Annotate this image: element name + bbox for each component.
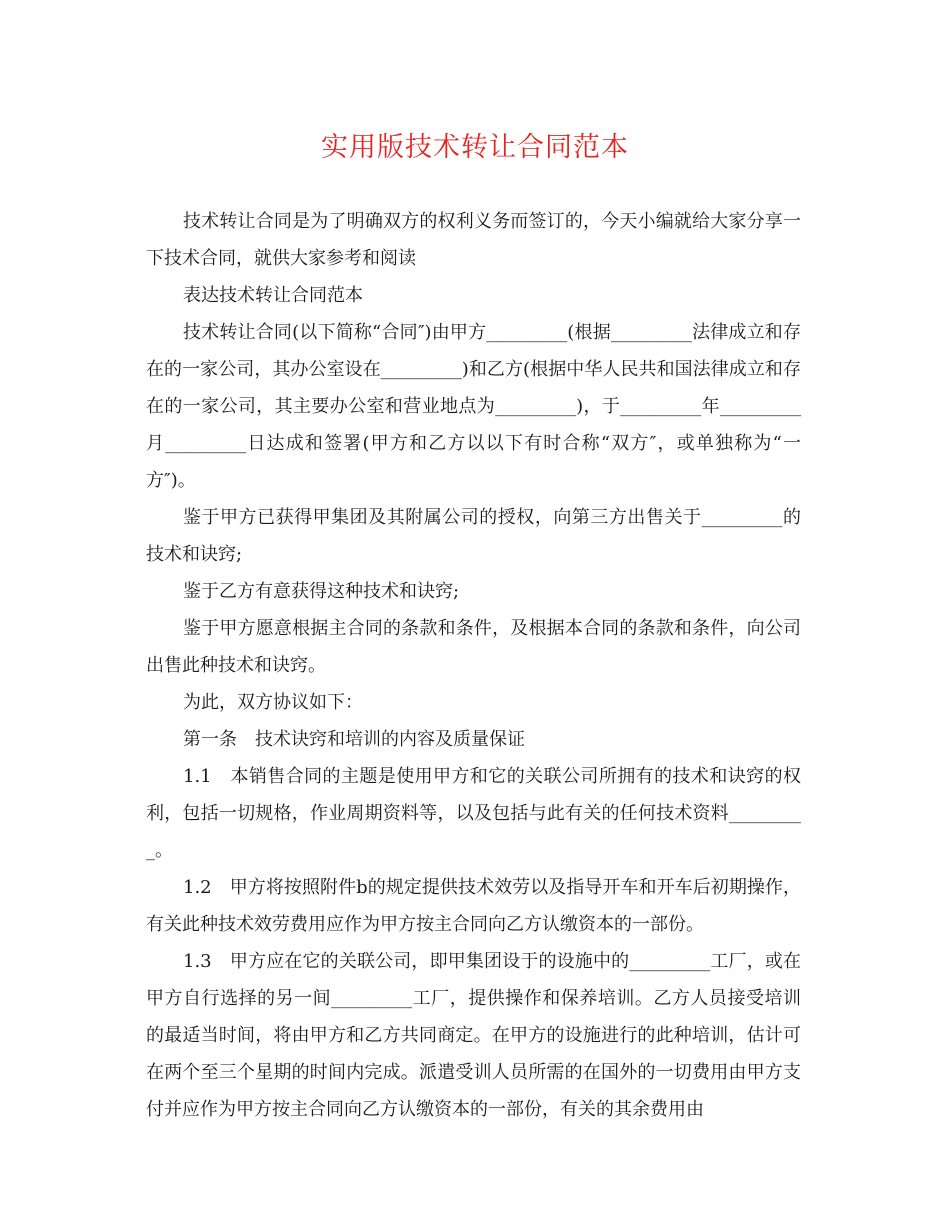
- clause-1-1: 1.1 本销售合同的主题是使用甲方和它的关联公司所拥有的技术和诀窍的权利，包括一切规格，作业周期资料等，以及包括与此有关的任何技术资料_________。: [146, 766, 801, 861]
- document-body: [146, 203, 801, 1128]
- paragraph-whereas-3: 鉴于甲方愿意根据主合同的条款和条件，及根据本合同的条款和条件，向公司出售此种技术和诀窍。: [146, 618, 801, 676]
- clause-1-2: 1.2 甲方将按照附件b的规定提供技术效劳以及指导开车和开车后初期操作，有关此种技术效劳费用应作为甲方按主合同向乙方认缴资本的一部份。: [146, 877, 801, 935]
- paragraph-intro: 技术转让合同是为了明确双方的权利义务而签订的，今天小编就给大家分享一下技术合同，就供大家参考和阅读: [146, 211, 801, 269]
- paragraph-subtitle: 表达技术转让合同范本: [183, 285, 363, 306]
- paragraph-parties: 技术转让合同(以下简称“合同″)由甲方_________(根据_________法律成立和存在的一家公司，其办公室设在_________)和乙方(根据中华人民共和国法律成立和存在的一家公司，其主要办公室和营业地点为_________)，于_________年_________月_________日达成和签署(甲方和乙方以以下有时合称“双方″，或单独称为“一方″)。: [146, 322, 801, 491]
- article-1-heading: 第一条 技术诀窍和培训的内容及质量保证: [183, 729, 525, 750]
- document-title: 实用版技术转让合同范本: [321, 132, 629, 163]
- clause-1-3: 1.3 甲方应在它的关联公司，即甲集团设于的设施中的_________工厂，或在甲方自行选择的另一间_________工厂，提供操作和保养培训。乙方人员接受培训的最适当时间，将由甲方和乙方共同商定。在甲方的设施进行的此种培训，估计可在两个至三个星期的时间内完成。派遣受训人员所需的在国外的一切费用由甲方支付并应作为甲方按主合同向乙方认缴资本的一部份，有关的其余费用由: [146, 951, 801, 1120]
- paragraph-agreement: 为此，双方协议如下：: [183, 692, 363, 713]
- paragraph-whereas-1: 鉴于甲方已获得甲集团及其附属公司的授权，向第三方出售关于_________的技术和诀窍;: [146, 507, 801, 565]
- paragraph-whereas-2: 鉴于乙方有意获得这种技术和诀窍;: [183, 581, 460, 602]
